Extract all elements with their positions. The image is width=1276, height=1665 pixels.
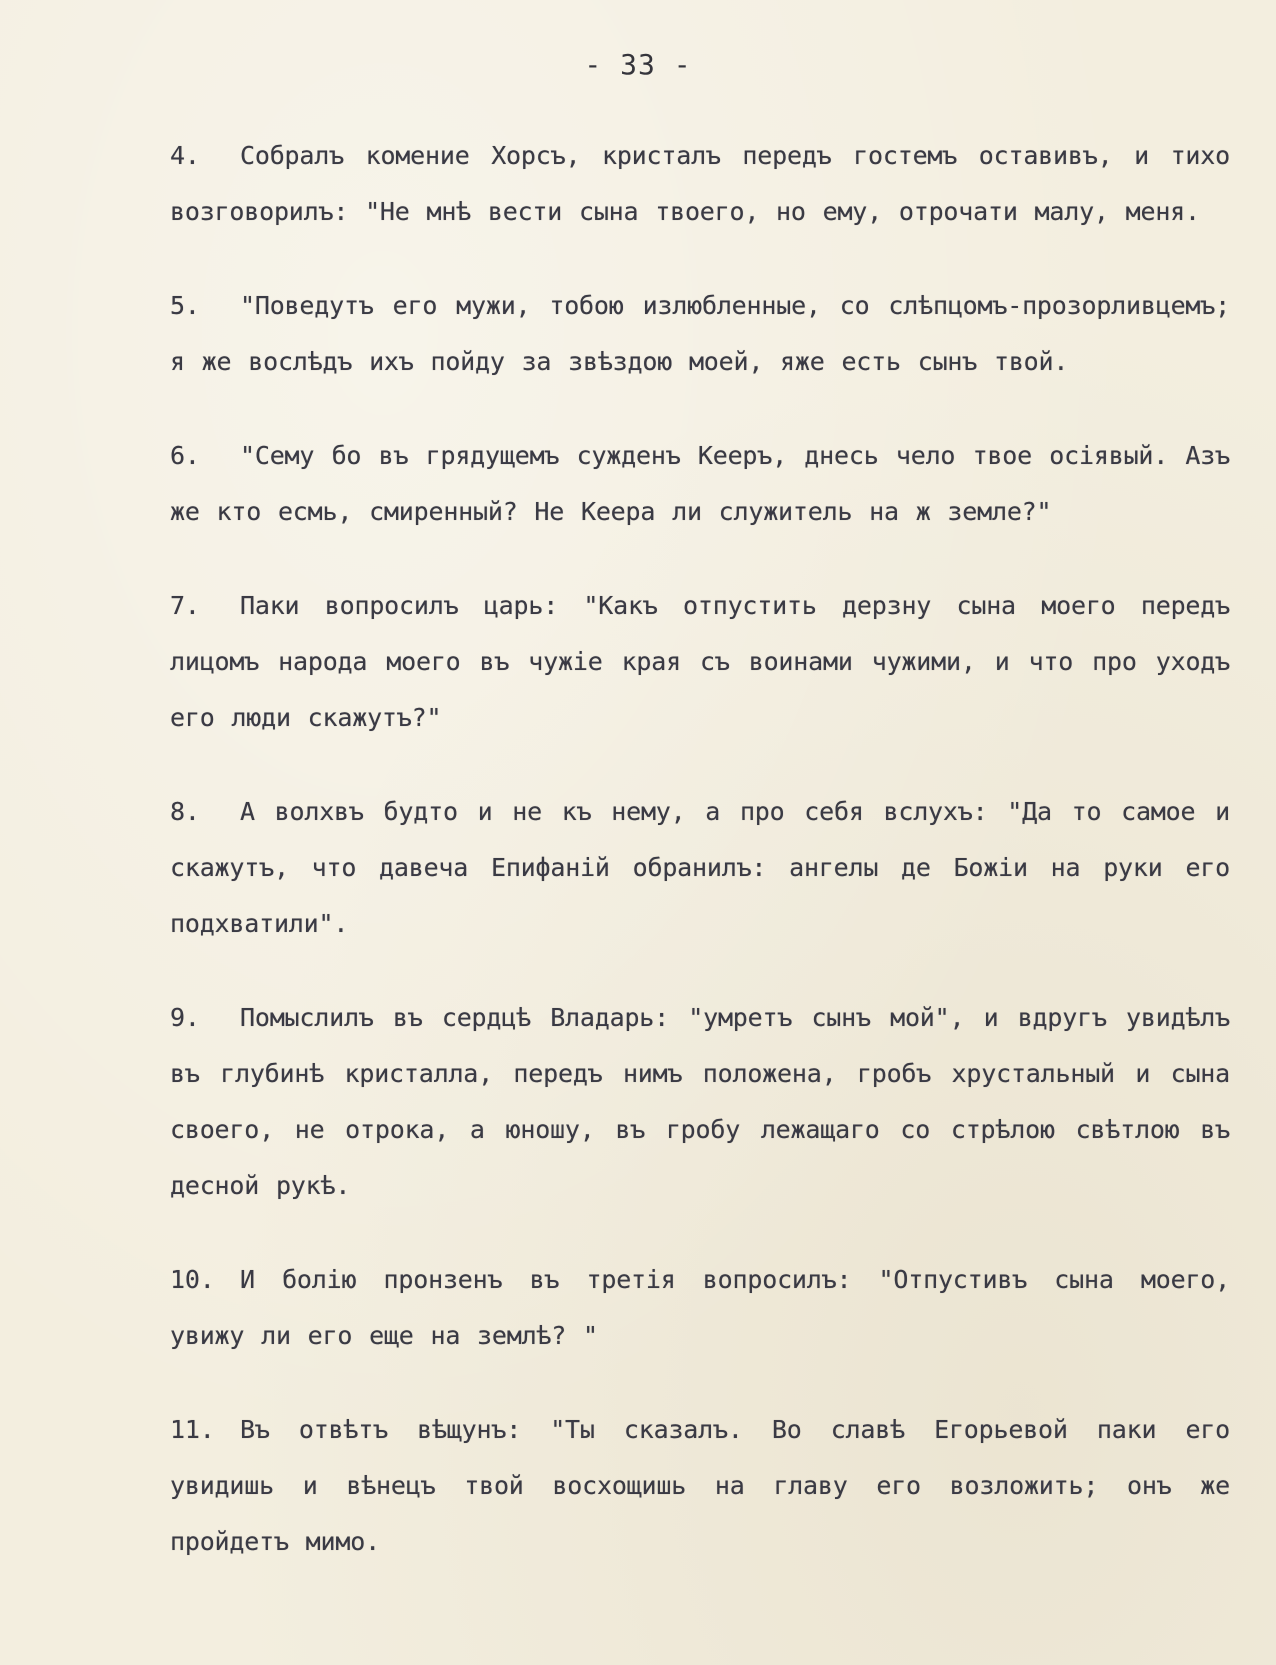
paragraph-text: А волхвъ будто и не къ нему, а про себя вслухъ: "Да то самое и скажутъ, что давеча Епифаній обранилъ: ангелы де Божіи на руки его подхватили". [170, 797, 1230, 938]
paragraph-number: 8. [170, 797, 200, 826]
paragraph-list [170, 128, 1230, 1608]
paragraph-number: 5. [170, 291, 200, 320]
paragraph-text: Паки вопросилъ царь: "Какъ отпустить дерзну сына моего передъ лицомъ народа моего въ чужіе края съ воинами чужими, и что про уходъ его люди скажутъ?" [170, 591, 1230, 732]
paragraph-text: "Сему бо въ грядущемъ сужденъ Кееръ, днесь чело твое осіявый. Азъ же кто есмь, смиренный? Не Кеера ли служитель на ж земле?" [170, 441, 1230, 526]
paragraph-text: Въ отвѣтъ вѣщунъ: "Ты сказалъ. Во славѣ Егорьевой паки его увидишь и вѣнецъ твой восхощишь на главу его возложить; онъ же пройдетъ мимо. [170, 1415, 1230, 1556]
paragraph-text: Помыслилъ въ сердцѣ Владарь: "умретъ сынъ мой", и вдругъ увидѣлъ въ глубинѣ кристалла, передъ нимъ положена, гробъ хрустальный и сына своего, не отрока, а юношу, въ гробу лежащаго со стрѣлою свѣтлою въ десной рукѣ. [170, 1003, 1230, 1200]
paragraph-text: И болію пронзенъ въ третія вопросилъ: "Отпустивъ сына моего, увижу ли его еще на землѣ? " [170, 1265, 1230, 1350]
paragraph-4 [170, 128, 1230, 240]
paragraph-6 [170, 428, 1230, 540]
paragraph-number: 11. [170, 1415, 215, 1444]
paragraph-8 [170, 784, 1230, 952]
paragraph-number: 7. [170, 591, 200, 620]
page-number: - 33 - [584, 48, 692, 81]
paragraph-text: Собралъ комениe Хорсъ, кристалъ передъ гостемъ оставивъ, и тихо возговорилъ: "Не мнѣ вести сына твоего, но ему, отрочати малу, меня. [170, 141, 1230, 226]
paragraph-number: 4. [170, 141, 200, 170]
paragraph-number: 10. [170, 1265, 215, 1294]
paragraph-number: 6. [170, 441, 200, 470]
paragraph-text: "Поведутъ его мужи, тобою излюбленные, со слѣпцомъ-прозорливцемъ; я же вослѣдъ ихъ пойду за звѣздою моей, яже есть сынъ твой. [170, 291, 1230, 376]
paragraph-5 [170, 278, 1230, 390]
paragraph-7 [170, 578, 1230, 746]
paragraph-9 [170, 990, 1230, 1214]
paragraph-10 [170, 1252, 1230, 1364]
paragraph-11 [170, 1402, 1230, 1570]
paragraph-number: 9. [170, 1003, 200, 1032]
